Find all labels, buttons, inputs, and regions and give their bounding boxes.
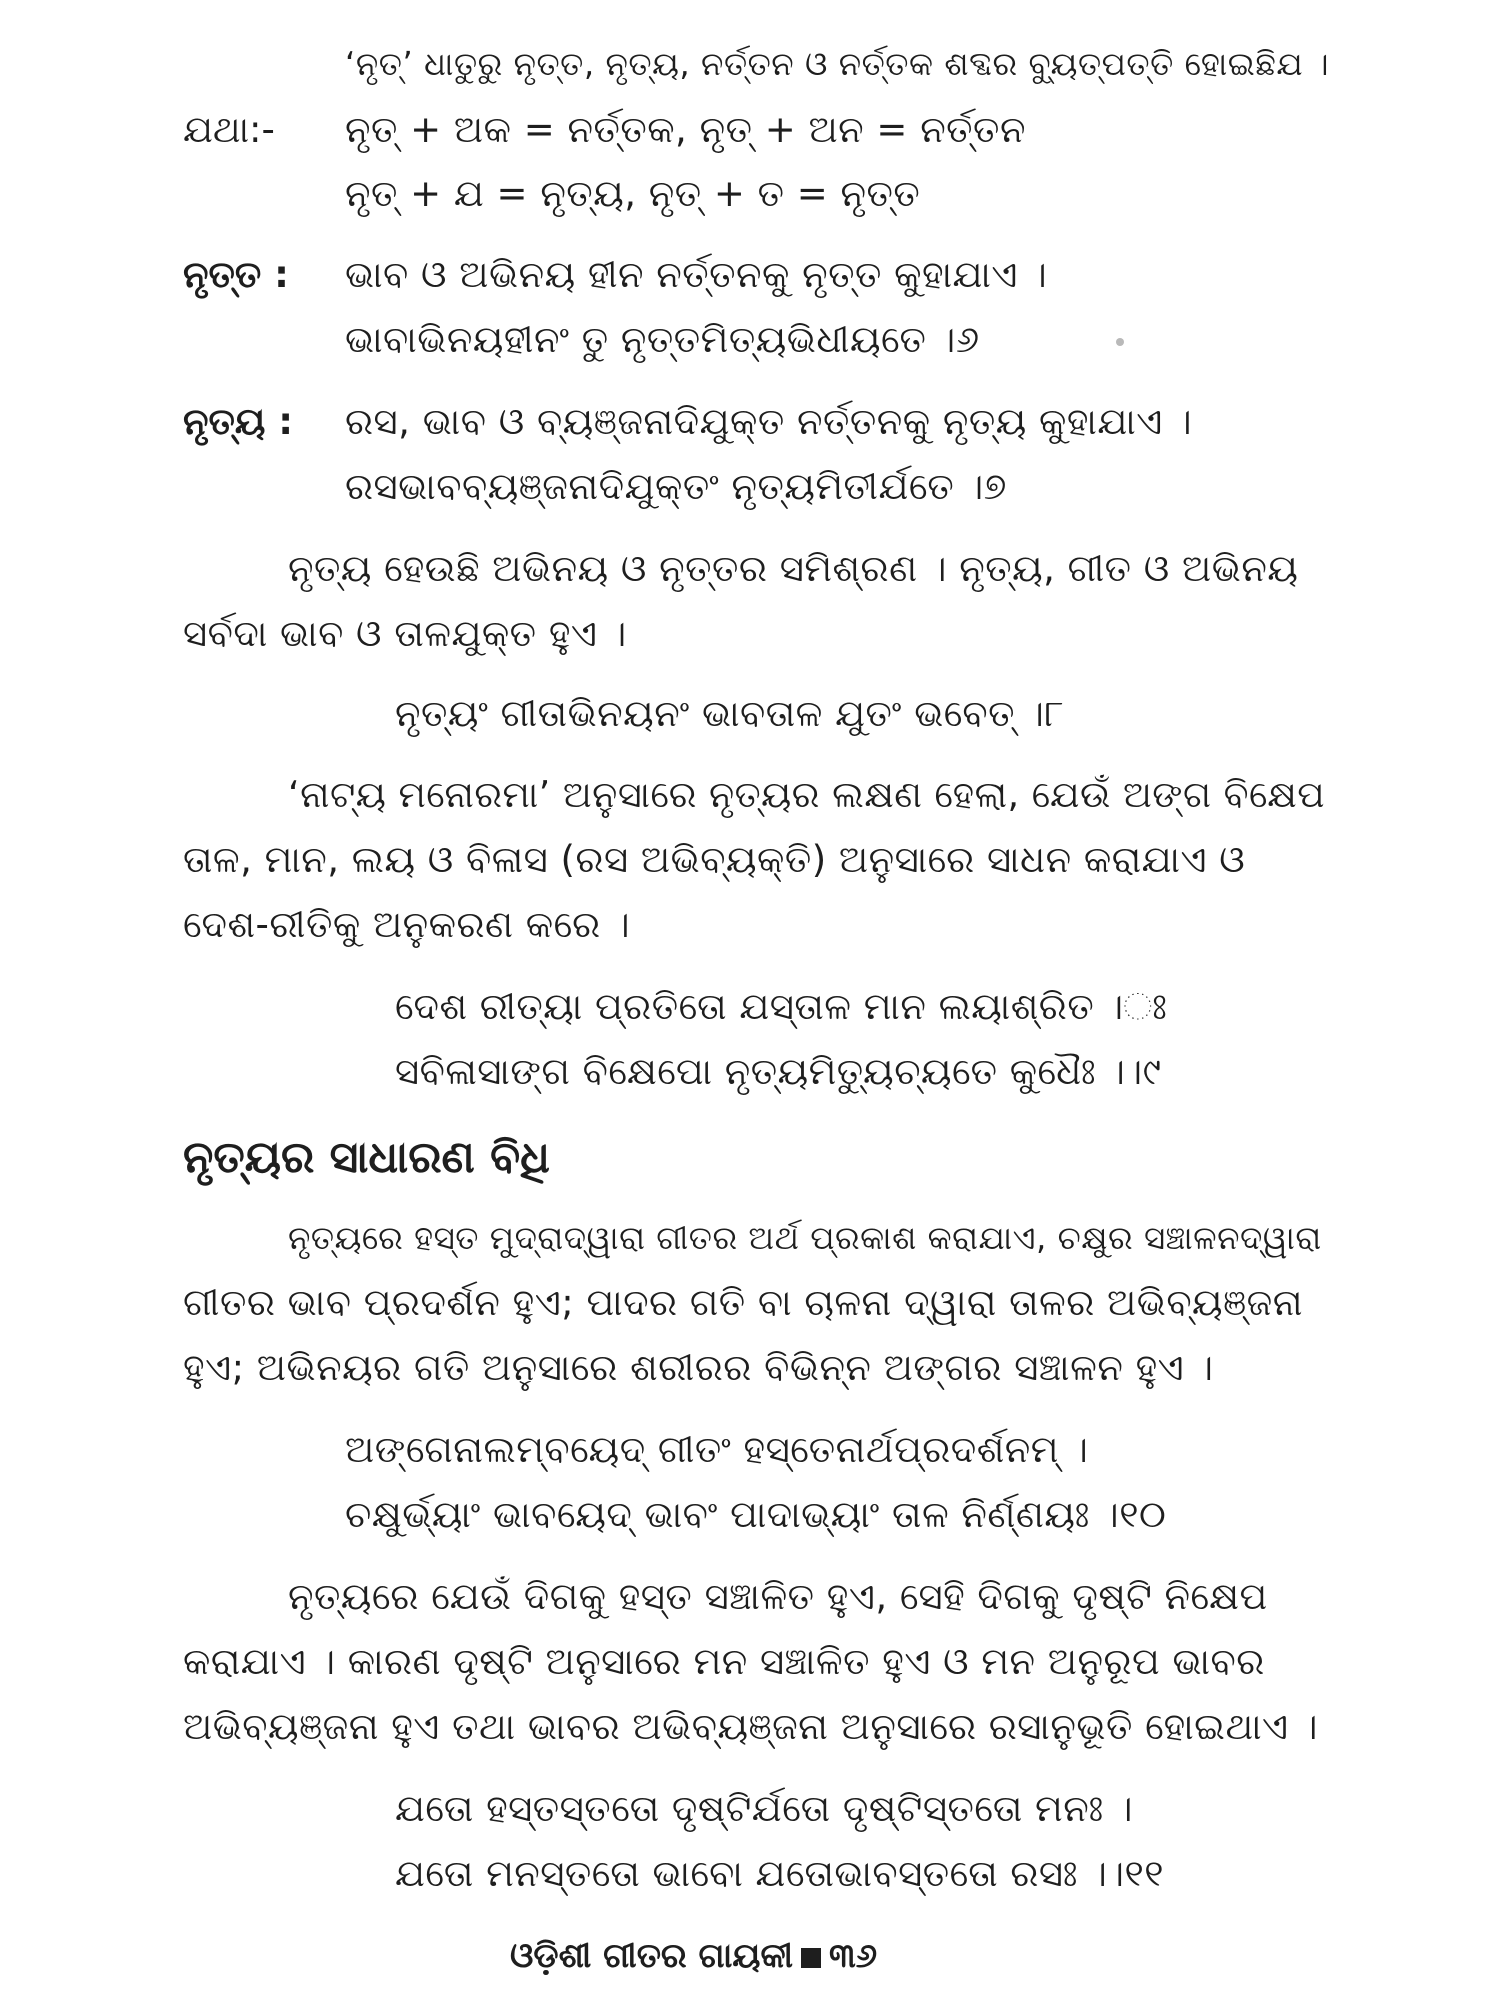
section-heading: ନୃତ୍ୟର ସାଧାରଣ ବିଧି [183, 1132, 550, 1183]
nritya-definition: ରସ, ଭାବ ଓ ବ୍ୟଞ୍ଜନାଦିଯୁକ୍ତ ନର୍ତ୍ତନକୁ ନୃତ୍ୟ କୁହାଯାଏ । [345, 400, 1193, 443]
example-line-1: ନୃତ୍ + ଅକ = ନର୍ତ୍ତକ, ନୃତ୍ + ଅନ = ନର୍ତ୍ତନ [345, 108, 1026, 151]
example-label: ଯଥା:- [183, 108, 275, 151]
paragraph-line: ତାଳ, ମାନ, ଲୟ ଓ ବିଳାସ (ରସ ଅଭିବ୍ୟକ୍ତି) ଅନୁସାରେ ସାଧନ କରାଯାଏ ଓ [183, 838, 1246, 881]
nritya-verse: ରସଭାବବ୍ୟଞ୍ଜନାଦିଯୁକ୍ତଂ ନୃତ୍ୟମିତୀର୍ଯତେ ।୭ [345, 465, 1007, 508]
paragraph-line: ନୃତ୍ୟରେ ଯେଉଁ ଦିଗକୁ ହସ୍ତ ସଞ୍ଚାଳିତ ହୁଏ, ସେହି ଦିଗକୁ ଦୃଷ୍ଟି ନିକ୍ଷେପ [288, 1575, 1268, 1618]
paragraph-line: ନୃତ୍ୟ ହେଉଛି ଅଭିନୟ ଓ ନୃତ୍ତର ସମିଶ୍ରଣ । ନୃତ୍ୟ, ଗୀତ ଓ ଅଭିନୟ [288, 547, 1299, 590]
paragraph-line: ଗୀତର ଭାବ ପ୍ରଦର୍ଶନ ହୁଏ; ପାଦର ଗତି ବା ଚାଳନା ଦ୍ୱାରା ତାଳର ଅଭିବ୍ୟଞ୍ଜନା [183, 1281, 1303, 1324]
book-title: ଓଡ଼ିଶୀ ଗୀତର ଗାୟକୀ [510, 1936, 793, 1976]
nritta-definition: ଭାବ ଓ ଅଭିନୟ ହୀନ ନର୍ତ୍ତନକୁ ନୃତ୍ତ କୁହାଯାଏ । [345, 253, 1048, 296]
nritya-label: ନୃତ୍ୟ : [183, 400, 294, 443]
verse-line: ଅଙ୍ଗେନାଲମ୍ବୟେଦ୍ ଗୀତଂ ହସ୍ତେନାର୍ଥପ୍ରଦର୍ଶନମ୍ । [345, 1428, 1089, 1471]
intro-line: ‘ନୃତ୍’ ଧାତୁରୁ ନୃତ୍ତ, ନୃତ୍ୟ, ନର୍ତ୍ତନ ଓ ନର୍ତ୍ତକ ଶବ୍ଦର ବ୍ୟୁତ୍ପତ୍ତି ହୋଇଛିଯ । [345, 45, 1330, 83]
paragraph-line: ‘ନାଟ୍ୟ ମନୋରମା’ ଅନୁସାରେ ନୃତ୍ୟର ଲକ୍ଷଣ ହେଲା, ଯେଉଁ ଅଙ୍ଗ ବିକ୍ଷେପ [288, 773, 1326, 816]
verse-line: ଯତୋ ହସ୍ତସ୍ତତୋ ଦୃଷ୍ଟିର୍ଯତୋ ଦୃଷ୍ଟିସ୍ତତୋ ମନଃ । [395, 1787, 1134, 1830]
example-line-2: ନୃତ୍ + ଯ = ନୃତ୍ୟ, ନୃତ୍ + ତ = ନୃତ୍ତ [345, 172, 921, 215]
nritta-verse: ଭାବାଭିନୟହୀନଂ ତୁ ନୃତ୍ତମିତ୍ୟଭିଧୀୟତେ ।୬ [345, 318, 980, 361]
verse-line: ସବିଳାସାଙ୍ଗ ବିକ୍ଷେପୋ ନୃତ୍ୟମିତ୍ୟୁଚ୍ୟତେ କୁଧୈଃ ।।୯ [395, 1050, 1162, 1093]
paragraph-line: ସର୍ବଦା ଭାବ ଓ ତାଳଯୁକ୍ତ ହୁଏ । [183, 612, 627, 655]
paragraph-line: ନୃତ୍ୟରେ ହସ୍ତ ମୁଦ୍ରାଦ୍ୱାରା ଗୀତର ଅର୍ଥ ପ୍ରକାଶ କରାଯାଏ, ଚକ୍ଷୁର ସଞ୍ଚାଳନଦ୍ୱାରା [288, 1219, 1322, 1257]
verse-line: ନୃତ୍ୟଂ ଗୀତାଭିନୟନଂ ଭାବତାଳ ଯୁତଂ ଭବେତ୍ ।୮ [395, 692, 1065, 735]
paragraph-line: ହୁଏ; ଅଭିନୟର ଗତି ଅନୁସାରେ ଶରୀରର ବିଭିନ୍ନ ଅଙ୍ଗର ସଞ୍ଚାଳନ ହୁଏ । [183, 1346, 1214, 1389]
paragraph-line: ଅଭିବ୍ୟଞ୍ଜନା ହୁଏ ତଥା ଭାବର ଅଭିବ୍ୟଞ୍ଜନା ଅନୁସାରେ ରସାନୁଭୂତି ହୋଇଥାଏ । [183, 1705, 1318, 1748]
verse-line: ଯତୋ ମନସ୍ତତୋ ଭାବୋ ଯତୋଭାବସ୍ତତୋ ରସଃ ।।୧୧ [395, 1852, 1165, 1895]
paragraph-line: ଦେଶ-ରୀତିକୁ ଅନୁକରଣ କରେ । [183, 903, 631, 946]
page-footer [510, 1936, 877, 1976]
separator-square-icon [801, 1948, 821, 1968]
verse-line: ଚକ୍ଷୁର୍ଭ୍ୟାଂ ଭାବୟେଦ୍ ଭାବଂ ପାଦାଭ୍ୟାଂ ତାଳ ନିର୍ଣ୍ଣୟଃ ।୧୦ [345, 1493, 1167, 1536]
verse-line: ଦେଶ ରୀତ୍ୟା ପ୍ରତିତୋ ଯସ୍ତାଳ ମାନ ଲୟାଶ୍ରିତ ।ଃ [395, 985, 1168, 1028]
paragraph-line: କରାଯାଏ । କାରଣ ଦୃଷ୍ଟି ଅନୁସାରେ ମନ ସଞ୍ଚାଳିତ ହୁଏ ଓ ମନ ଅନୁରୂପ ଭାବର [183, 1640, 1265, 1683]
nritta-label: ନୃତ୍ତ : [183, 253, 289, 296]
page-number: ୩୬ [829, 1936, 878, 1976]
speck-mark [1116, 338, 1124, 346]
